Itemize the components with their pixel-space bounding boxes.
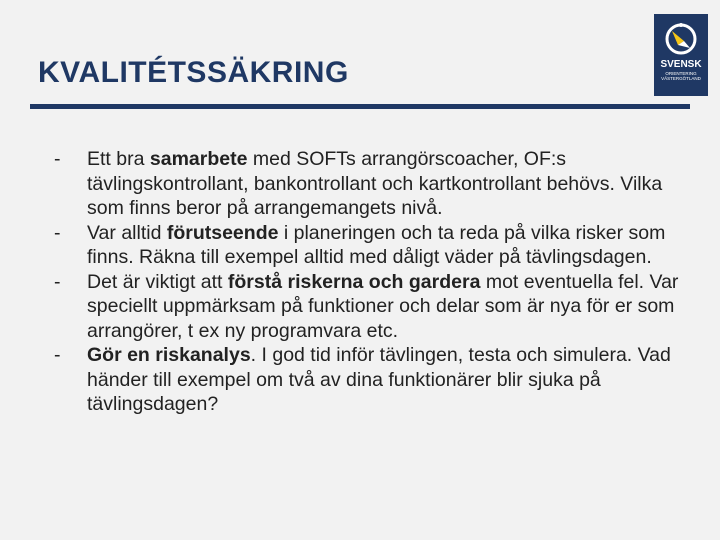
list-item (46, 221, 686, 270)
bullet-dash: - (54, 221, 61, 244)
list-item (46, 147, 686, 221)
bullet-dash: - (54, 270, 61, 293)
bullet-text: Ett bra (87, 148, 150, 170)
bullet-dash: - (54, 344, 61, 366)
bullet-text: . I god tid inför tävlingen, testa och simulera. Vad händer till exempel om två av dina funktionärer blir sjuka på tävlingsdagen? (87, 344, 671, 415)
logo-sub-line2: VÄSTERGÖTLAND (661, 76, 701, 81)
logo-brand-text: SVENSK (660, 59, 702, 70)
bullet-list (46, 147, 686, 417)
bullet-text: i planeringen och ta reda på vilka risker som finns. Räkna till exempel alltid med dåligt väder på tävlingsdagen. (87, 221, 666, 268)
bullet-emphasis: förstå riskerna och gardera (227, 270, 481, 293)
bullet-emphasis: Gör en riskanalys (87, 344, 251, 366)
bullet-text: Det är viktigt att (87, 270, 228, 293)
bullet-dash: - (54, 148, 61, 170)
title-divider (30, 104, 690, 109)
bullet-text: med SOFTs arrangörscoacher, OF:s tävlingskontrollant, bankontrollant och kartkontrollant behövs. Vilka som finns beror på arrangemangets nivå. (87, 148, 663, 219)
logo-sub-line1: ORIENTERING (665, 71, 697, 76)
bullet-text: Var alltid (87, 221, 167, 244)
list-item (46, 343, 686, 417)
compass-icon (664, 22, 698, 56)
bullet-emphasis: förutseende (166, 221, 279, 244)
bullet-text: mot eventuella fel. Var speciellt uppmärksam på funktioner och delar som är nya för er som arrangörer, t ex ny programvara etc. (87, 270, 679, 342)
page-title: KVALITÉTSSÄKRING (38, 56, 349, 89)
logo-subtitle (661, 71, 701, 81)
bullet-emphasis: samarbete (149, 148, 248, 170)
svensk-orientering-logo (654, 14, 708, 96)
list-item (46, 270, 686, 344)
